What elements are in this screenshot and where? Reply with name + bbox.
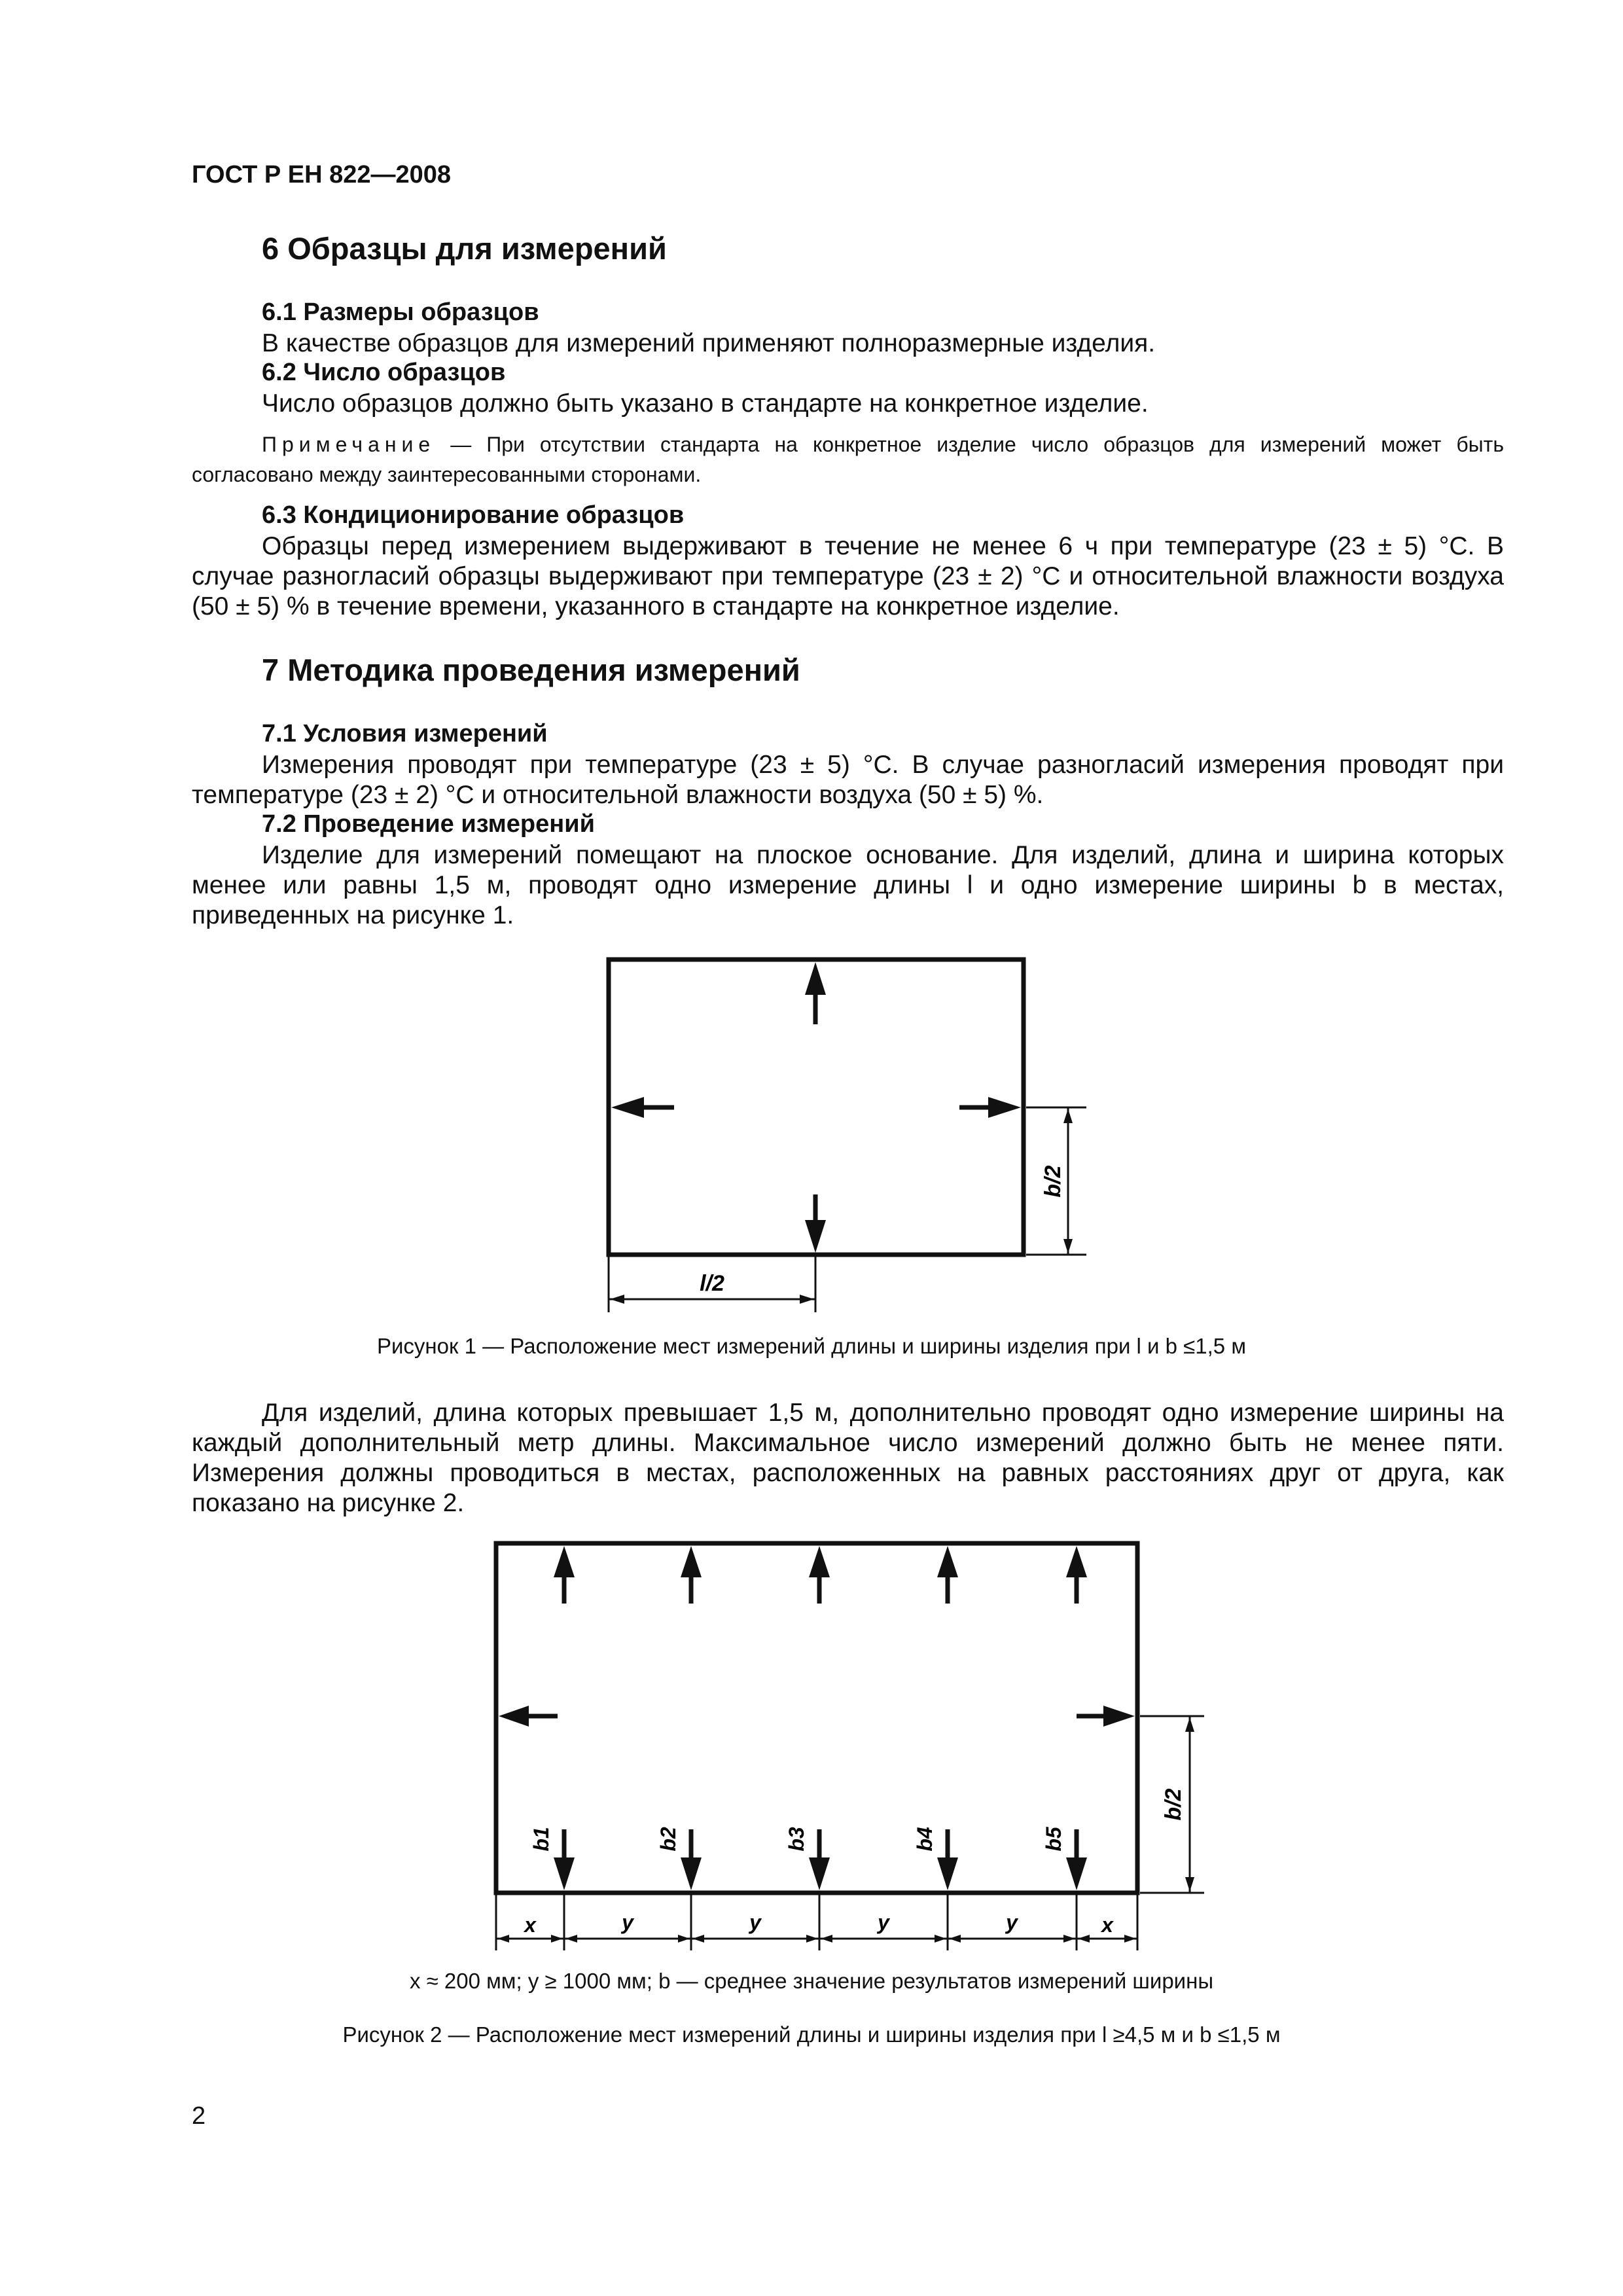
page-number: 2	[192, 2102, 206, 2130]
arrow-up-icon	[554, 1546, 575, 1604]
figure-2-legend: x ≈ 200 мм; y ≥ 1000 мм; b — среднее значение результатов измерений ширины	[409, 1969, 1214, 1993]
figure-2	[496, 1543, 1204, 1950]
section-7-2-paragraph-2: Для изделий, длина которых превышает 1,5 м, дополнительно проводят одно измерение ширины на каждый дополнительный метр длины. Максимальное число измерений должно быть не менее пяти. Измерения должны проводиться в местах, расположенных на равных расстояниях друг от друга, как показано на рисунке 2.	[192, 1399, 1504, 1517]
figure-2-caption: Рисунок 2 — Расположение мест измерений длины и ширины изделия при l ≥4,5 м и b ≤1,5 м	[342, 2022, 1281, 2047]
arrow-down-icon	[937, 1829, 958, 1890]
label-b1: b1	[529, 1827, 553, 1852]
note-text: — При отсутствии стандарта на конкретное изделие число образцов для измерений может быть согласовано между заинтересованными сторонами.	[192, 433, 1504, 486]
section-7-2-title: 7.2 Проведение измерений	[262, 810, 595, 838]
figure-1	[609, 960, 1086, 1312]
label-b2-point: b2	[656, 1827, 680, 1852]
note-label: Примечание	[262, 433, 436, 456]
arrow-right-icon	[959, 1097, 1021, 1118]
label-y-2: y	[749, 1910, 761, 1934]
section-6-2-text: Число образцов должно быть указано в стандарте на конкретное изделие.	[262, 389, 1149, 418]
label-b2: b/2	[1041, 1165, 1065, 1198]
label-b3: b3	[785, 1827, 808, 1852]
section-7-1-text: Измерения проводят при температуре (23 ± 5) °С. В случае разногласий измерения проводят при температуре (23 ± 2) °С и относительной влажности воздуха (50 ± 5) %.	[192, 751, 1504, 809]
label-y-4: y	[1006, 1910, 1018, 1934]
section-6-1-text: В качестве образцов для измерений применяют полноразмерные изделия.	[262, 329, 1156, 357]
arrow-right-icon	[1077, 1706, 1135, 1727]
arrow-left-icon	[499, 1706, 558, 1727]
section-6-1-title: 6.1 Размеры образцов	[262, 298, 539, 326]
dimension-b2	[1026, 1107, 1086, 1255]
section-6-3-text: Образцы перед измерением выдерживают в течение не менее 6 ч при температуре (23 ± 5) °С. В случае разногласий образцы выдерживают при температуре (23 ± 2) °С и относительной влажности воздуха (50 ± 5) % в течение времени, указанного в стандарте на конкретное изделие.	[192, 532, 1504, 620]
arrow-up-icon	[1066, 1546, 1087, 1604]
label-l2: l/2	[700, 1271, 724, 1296]
arrow-up-icon	[681, 1546, 702, 1604]
dimension-l2	[609, 1255, 815, 1312]
document-header: ГОСТ Р ЕН 822—2008	[192, 161, 452, 188]
label-x-right: x	[1101, 1913, 1113, 1937]
arrow-down-icon	[805, 1194, 826, 1253]
section-7-1-title: 7.1 Условия измерений	[262, 720, 548, 747]
section-6-2-title: 6.2 Число образцов	[262, 359, 506, 386]
label-y-1: y	[622, 1910, 633, 1934]
label-b4: b4	[913, 1827, 936, 1852]
section-6-3-title: 6.3 Кондиционирование образцов	[262, 501, 685, 529]
label-x-left: x	[524, 1913, 536, 1937]
label-b5: b5	[1042, 1827, 1065, 1852]
arrow-up-icon	[805, 962, 826, 1024]
arrow-up-icon	[809, 1546, 830, 1604]
label-y-3: y	[878, 1910, 889, 1934]
label-b2-fig2: b/2	[1161, 1788, 1186, 1821]
arrow-left-icon	[611, 1097, 674, 1118]
figure-1-caption: Рисунок 1 — Расположение мест измерений длины и ширины изделия при l и b ≤1,5 м	[376, 1334, 1247, 1358]
section-7-title: 7 Методика проведения измерений	[262, 653, 800, 687]
arrow-up-icon	[937, 1546, 958, 1604]
arrow-down-icon	[554, 1829, 575, 1890]
dimension-b2	[1140, 1716, 1204, 1893]
product-outline-long	[496, 1543, 1137, 1893]
arrow-down-icon	[681, 1829, 702, 1890]
arrow-down-icon	[1066, 1829, 1087, 1890]
dimension-chain	[496, 1895, 1137, 1950]
section-7-2-text: Изделие для измерений помещают на плоское основание. Для изделий, длина и ширина которых менее или равны 1,5 м, проводят одно измерение длины l и одно измерение ширины b в местах, приведенных на рисунке 1.	[192, 841, 1504, 929]
section-6-title: 6 Образцы для измерений	[262, 231, 667, 266]
arrow-down-icon	[809, 1829, 830, 1890]
